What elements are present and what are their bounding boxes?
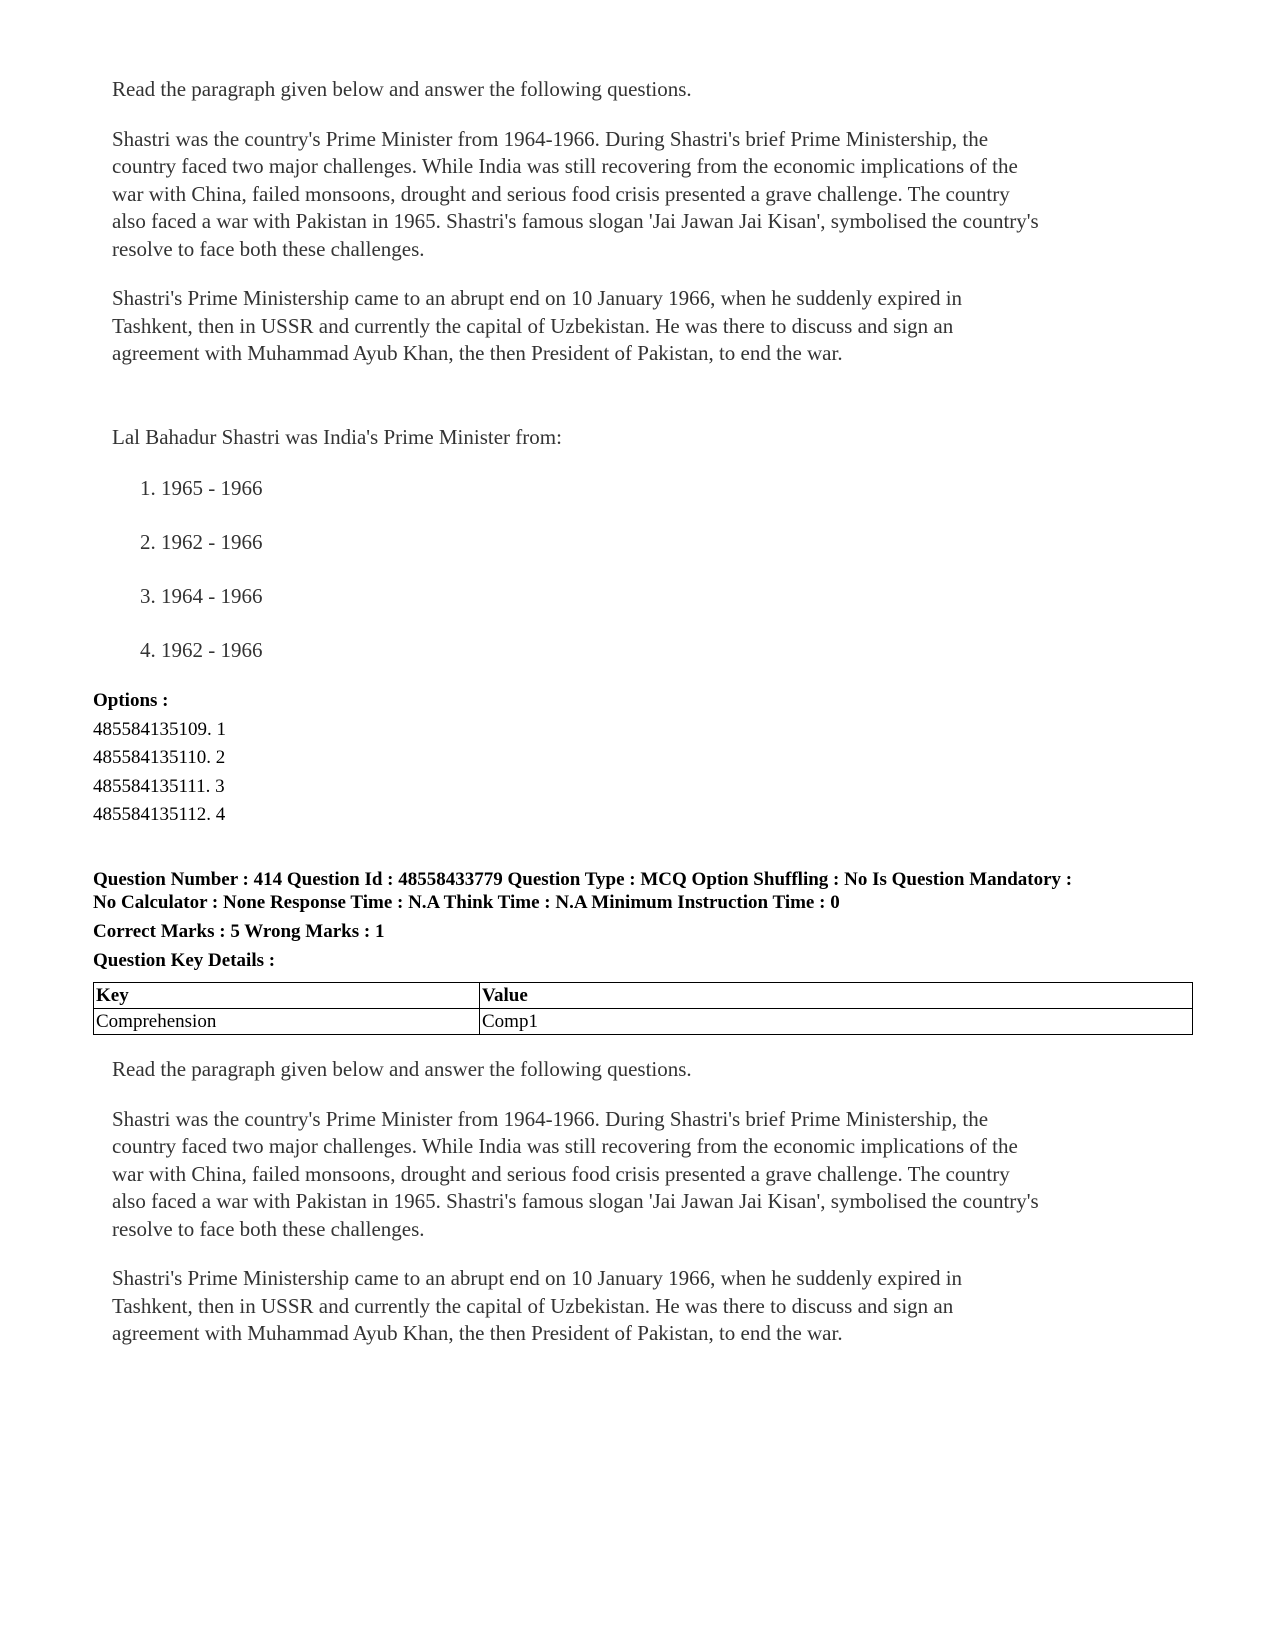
passage-line: war with China, failed monsoons, drought and serious food crisis presented a grave challenge. The country [112, 181, 1010, 206]
passage-paragraph-1 [112, 1106, 1172, 1244]
passage-line: war with China, failed monsoons, drought and serious food crisis presented a grave challenge. The country [112, 1161, 1010, 1186]
table-header-value: Value [480, 983, 1193, 1009]
choice-item: 2. 1962 - 1966 [140, 530, 263, 554]
passage-instruction: Read the paragraph given below and answer the following questions. [112, 1057, 692, 1081]
passage-line: country faced two major challenges. While India was still recovering from the economic implications of the [112, 154, 1018, 178]
passage-paragraph-2 [112, 285, 1172, 368]
passage-line: Tashkent, then in USSR and currently the capital of Uzbekistan. He was there to discuss and sign an [112, 1293, 954, 1318]
passage-line: agreement with Muhammad Ayub Khan, the then President of Pakistan, to end the war. [112, 1321, 843, 1345]
question-text: Lal Bahadur Shastri was India's Prime Minister from: [112, 425, 562, 449]
key-details-table [93, 982, 1193, 1035]
passage-line: resolve to face both these challenges. [112, 1216, 425, 1241]
passage-line: resolve to face both these challenges. [112, 236, 425, 261]
option-row: 485584135112. 4 [93, 804, 226, 825]
table-header-row [94, 983, 1193, 1009]
passage-paragraph-2 [112, 1265, 1172, 1348]
passage-line: also faced a war with Pakistan in 1965. Shastri's famous slogan 'Jai Jawan Jai Kisan', symbolised the country's [112, 209, 1039, 233]
choice-item: 4. 1962 - 1966 [140, 638, 263, 662]
options-label: Options : [93, 690, 169, 711]
table-row [94, 1009, 1193, 1035]
passage-line: country faced two major challenges. While India was still recovering from the economic implications of the [112, 1134, 1018, 1158]
key-details-label: Question Key Details : [93, 950, 276, 971]
passage-instruction: Read the paragraph given below and answer the following questions. [112, 77, 692, 101]
passage-line: agreement with Muhammad Ayub Khan, the then President of Pakistan, to end the war. [112, 341, 843, 365]
question-info-line-2: No Calculator : None Response Time : N.A Think Time : N.A Minimum Instruction Time : 0 [93, 892, 840, 913]
option-row: 485584135111. 3 [93, 775, 225, 797]
table-cell-key: Comprehension [94, 1009, 480, 1035]
question-info-line-1: Question Number : 414 Question Id : 48558433779 Question Type : MCQ Option Shuffling : No Is Question Mandatory : [93, 869, 1073, 890]
passage-line: Shastri was the country's Prime Minister from 1964-1966. During Shastri's brief Prime Ministership, the [112, 1106, 989, 1131]
passage-line: Tashkent, then in USSR and currently the capital of Uzbekistan. He was there to discuss and sign an [112, 313, 954, 338]
choice-item: 3. 1964 - 1966 [140, 584, 263, 608]
passage-top [112, 76, 1172, 368]
passage-line: Shastri's Prime Ministership came to an abrupt end on 10 January 1966, when he suddenly expired in [112, 1266, 963, 1290]
question-info [93, 868, 1203, 972]
option-row: 485584135109. 1 [93, 718, 226, 740]
question-block [112, 424, 912, 664]
options-block [93, 687, 1203, 830]
option-row: 485584135110. 2 [93, 747, 226, 768]
passage-line: Shastri was the country's Prime Minister from 1964-1966. During Shastri's brief Prime Ministership, the [112, 126, 989, 151]
passage-bottom [112, 1056, 1172, 1348]
choice-list [112, 475, 912, 664]
question-info-text [93, 868, 1203, 914]
marks-line: Correct Marks : 5 Wrong Marks : 1 [93, 921, 385, 942]
table-header-key: Key [94, 983, 480, 1009]
passage-paragraph-1 [112, 126, 1172, 264]
passage-line: Shastri's Prime Ministership came to an abrupt end on 10 January 1966, when he suddenly expired in [112, 286, 963, 310]
table-cell-value: Comp1 [480, 1009, 1193, 1035]
passage-line: also faced a war with Pakistan in 1965. Shastri's famous slogan 'Jai Jawan Jai Kisan', symbolised the country's [112, 1189, 1039, 1213]
choice-item: 1. 1965 - 1966 [140, 476, 263, 500]
